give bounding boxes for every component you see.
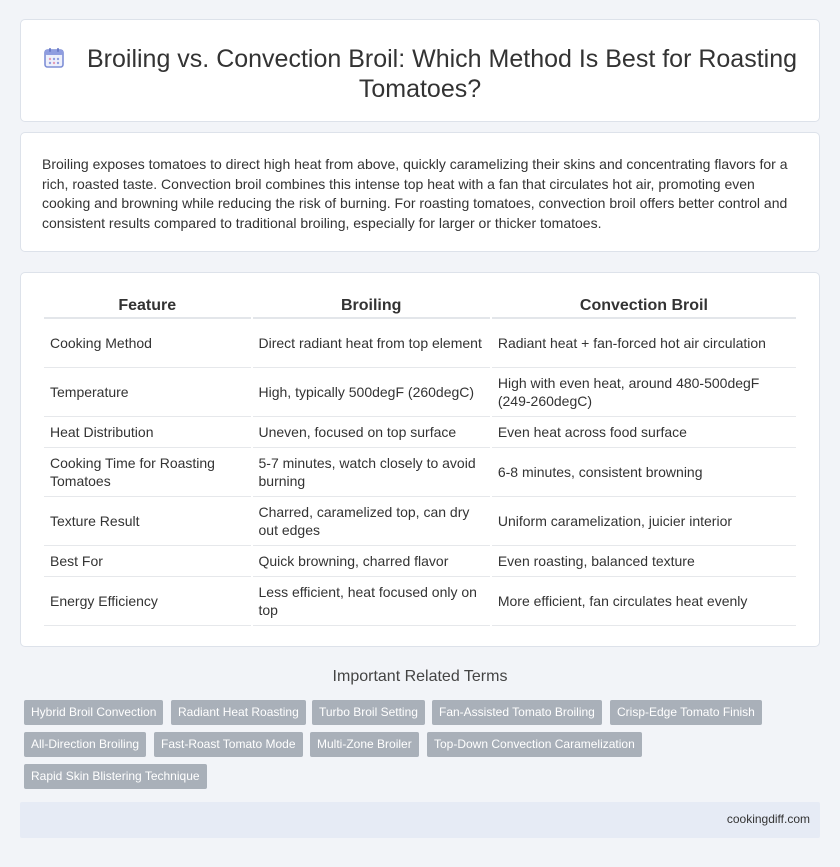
table-cell: Uniform caramelization, juicier interior [492, 497, 796, 546]
related-term-tag[interactable]: Radiant Heat Roasting [171, 700, 306, 725]
table-cell: Direct radiant heat from top element [253, 319, 490, 368]
table-header-row [44, 295, 796, 319]
calendar-icon [43, 47, 65, 69]
page-title-text: Broiling vs. Convection Broil: Which Method Is Best for Roasting Tomatoes? [86, 45, 798, 103]
table-row [44, 546, 796, 577]
table-cell: Even roasting, balanced texture [492, 546, 796, 577]
header-feature: Feature [44, 295, 251, 319]
table-row [44, 448, 796, 497]
header-card [20, 19, 820, 122]
table-row [44, 577, 796, 626]
table-cell: Quick browning, charred flavor [253, 546, 490, 577]
table-row [44, 319, 796, 368]
related-term-tag[interactable]: Rapid Skin Blistering Technique [24, 764, 207, 789]
table-row [44, 368, 796, 417]
comparison-card [20, 272, 820, 647]
related-term-tag[interactable]: Multi-Zone Broiler [310, 732, 419, 757]
header-broiling: Broiling [253, 295, 490, 319]
related-term-tag[interactable]: Turbo Broil Setting [312, 700, 425, 725]
table-cell: High, typically 500degF (260degC) [253, 368, 490, 417]
table-cell: Texture Result [44, 497, 251, 546]
footer [20, 802, 820, 838]
table-cell: Less efficient, heat focused only on top [253, 577, 490, 626]
table-cell: 5-7 minutes, watch closely to avoid burning [253, 448, 490, 497]
table-cell: Temperature [44, 368, 251, 417]
table-cell: Energy Efficiency [44, 577, 251, 626]
table-cell: 6-8 minutes, consistent browning [492, 448, 796, 497]
table-cell: Cooking Method [44, 319, 251, 368]
table-cell: Best For [44, 546, 251, 577]
related-terms-title: Important Related Terms [332, 668, 508, 685]
table-cell: More efficient, fan circulates heat evenly [492, 577, 796, 626]
comparison-table [42, 295, 798, 626]
table-row [44, 497, 796, 546]
intro-card [20, 132, 820, 252]
table-row [44, 417, 796, 448]
table-cell: Even heat across food surface [492, 417, 796, 448]
related-term-tag[interactable]: Crisp-Edge Tomato Finish [610, 700, 762, 725]
page-title [21, 44, 819, 104]
related-term-tag[interactable]: Top-Down Convection Caramelization [427, 732, 642, 757]
footer-site-link[interactable]: cookingdiff.com [726, 812, 810, 826]
intro-paragraph: Broiling exposes tomatoes to direct high heat from above, quickly caramelizing their skins and concentrating flavors for a rich, roasted taste. Convection broil combines this intense top heat with a fan that circulates hot air, promoting even cooking and browning while reducing the risk of burning. For roasting tomatoes, convection broil offers better control and consistent results compared to traditional broiling, especially for larger or thicker tomatoes. [42, 156, 788, 231]
table-cell: Uneven, focused on top surface [253, 417, 490, 448]
related-term-tag[interactable]: All-Direction Broiling [24, 732, 146, 757]
table-cell: Radiant heat + fan-forced hot air circulation [492, 319, 796, 368]
table-cell: Heat Distribution [44, 417, 251, 448]
table-cell: High with even heat, around 480-500degF (249-260degC) [492, 368, 796, 417]
related-term-tag[interactable]: Hybrid Broil Convection [24, 700, 163, 725]
related-term-tag[interactable]: Fan-Assisted Tomato Broiling [432, 700, 602, 725]
related-term-tag[interactable]: Fast-Roast Tomato Mode [154, 732, 303, 757]
header-convection-broil: Convection Broil [492, 295, 796, 319]
table-cell: Cooking Time for Roasting Tomatoes [44, 448, 251, 497]
table-cell: Charred, caramelized top, can dry out edges [253, 497, 490, 546]
